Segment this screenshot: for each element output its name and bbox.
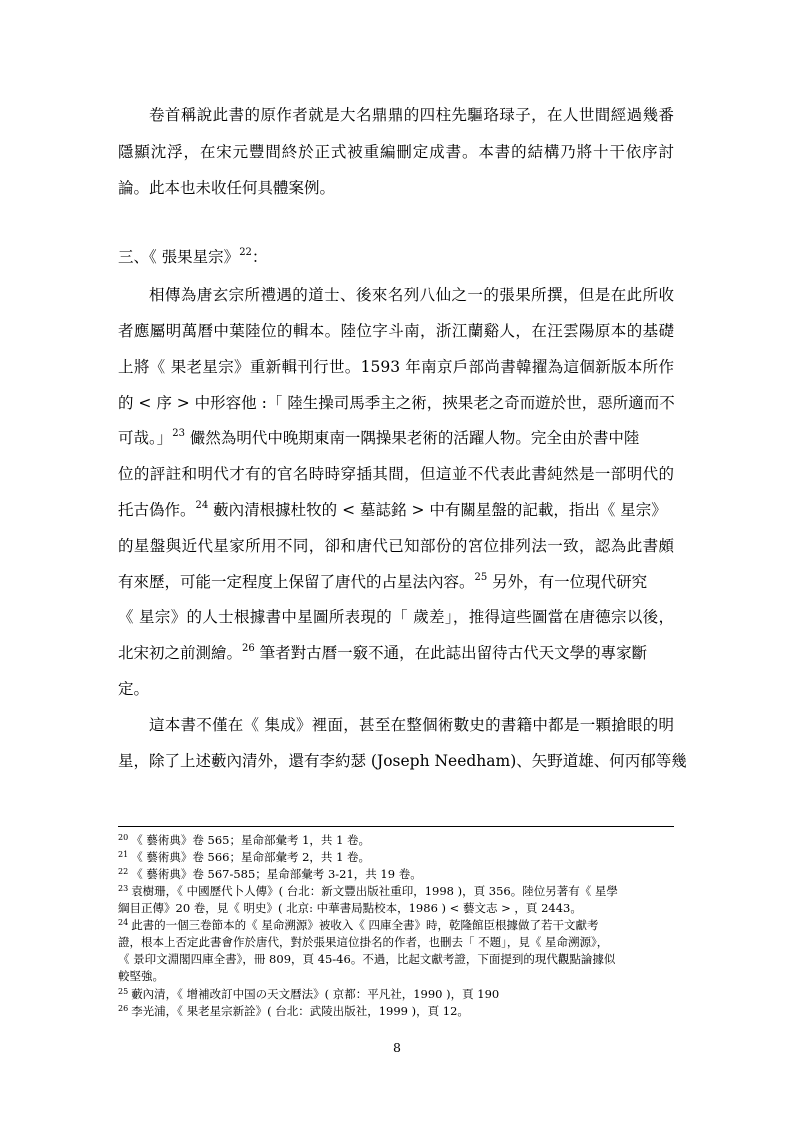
footnote-text: 《 藝術典》卷 565；星命部彙考 1，共 1 卷。 bbox=[131, 833, 371, 847]
footnote-number: 21 bbox=[118, 850, 129, 859]
body-text-line bbox=[118, 428, 674, 448]
body-text-line bbox=[118, 572, 674, 592]
body-text-line: 的星盤與近代星家所用不同，卻和唐代已知部份的宮位排列法一致，認為此書頗 bbox=[118, 537, 674, 555]
text-run: 藪內清根據杜牧的 < 墓誌銘 > 中有關星盤的記載，指出《 星宗》 bbox=[208, 501, 667, 519]
text-run: 筆者對古曆一竅不通，在此誌出留待古代天文學的專家斷 bbox=[254, 644, 648, 662]
footnote-text: 《 藝術典》卷 567-585；星命部彙考 3-21，共 19 卷。 bbox=[131, 867, 422, 881]
text-run: 托古偽作。 bbox=[118, 501, 196, 519]
text-run: 另外，有一位現代研究 bbox=[487, 573, 648, 591]
body-text-line: 相傳為唐玄宗所禮遇的道士、後來名列八仙之一的張果所撰，但是在此所收 bbox=[149, 286, 674, 304]
footnote-number: 22 bbox=[118, 867, 129, 876]
body-text-line: 《 星宗》的人士根據書中星圖所表現的「 歲差」，推得這些圖當在唐德宗以後， bbox=[118, 608, 674, 626]
body-text-line: 星，除了上述藪內清外，還有李約瑟 (Joseph Needham)、矢野道雄、何丙郁等幾 bbox=[118, 752, 687, 770]
footnote bbox=[118, 987, 674, 1001]
text-run: 儼然為明代中晚期東南一隅操果老術的活躍人物。完全由於書中陸 bbox=[185, 429, 640, 447]
footnote-number: 20 bbox=[118, 833, 129, 842]
footnote bbox=[118, 1004, 674, 1018]
footnote-text: 李光浦，《 果老星宗新詮》( 台北：武陵出版社，1999 )，頁 12。 bbox=[131, 1004, 469, 1018]
footnote bbox=[118, 884, 674, 898]
footnote-continuation: 《 景印文淵閣四庫全書》，冊 809，頁 45-46。不過，比起文獻考證，下面提到的現代觀點論據似 bbox=[118, 952, 616, 966]
footnote-text: 此書的一個三卷節本的《 星命溯源》被收入《 四庫全書》時，乾隆館臣根據做了若干文獻考 bbox=[131, 918, 599, 932]
footnote-number: 26 bbox=[118, 1004, 129, 1013]
body-text-line bbox=[118, 643, 674, 663]
footnote bbox=[118, 918, 674, 932]
text-run: 可哉。」 bbox=[118, 429, 173, 447]
footnote-ref: 24 bbox=[195, 500, 209, 511]
text-run: 北宋初之前測繪。 bbox=[118, 644, 243, 662]
footnote-ref: 26 bbox=[242, 643, 255, 654]
footnote-continuation: 綱目正傳》20 卷，見《 明史》( 北京: 中華書局點校本，1986 ) < 藝文志 > ，頁 2443。 bbox=[118, 901, 582, 915]
footnote-number: 25 bbox=[118, 987, 129, 996]
footnote-number: 23 bbox=[118, 884, 129, 893]
page-number: 8 bbox=[393, 1040, 401, 1055]
body-text-line: 論。此本也未收任何具體案例。 bbox=[118, 179, 336, 197]
body-text-line: 定。 bbox=[118, 680, 150, 698]
section-heading bbox=[118, 247, 267, 267]
footnote-continuation: 較堅強。 bbox=[118, 969, 164, 983]
footnote-separator bbox=[118, 826, 674, 827]
footnote-ref: 23 bbox=[172, 428, 185, 439]
section-title: 三、《 張果星宗》 bbox=[118, 248, 240, 266]
body-text-line: 隱顯沈浮，在宋元豐間終於正式被重編刪定成書。本書的結構乃將十干依序討 bbox=[118, 143, 674, 161]
body-text-line: 這本書不僅在《 集成》裡面，甚至在整個術數史的書籍中都是一顆搶眼的明 bbox=[149, 716, 674, 734]
section-title-tail: ： bbox=[251, 248, 268, 266]
body-text-line: 卷首稱說此書的原作者就是大名鼎鼎的四柱先驅珞琭子，在人世間經過幾番 bbox=[149, 106, 674, 124]
footnote-ref: 25 bbox=[474, 572, 488, 583]
footnote bbox=[118, 867, 674, 881]
body-text-line: 上將《 果老星宗》重新輯刊行世。1593 年南京戶部尚書韓擢為這個新版本所作 bbox=[118, 358, 674, 376]
footnote bbox=[118, 833, 674, 847]
footnote-number: 24 bbox=[118, 918, 129, 927]
footnote-text: 藪內清，《 增補改訂中国の天文暦法》( 京都：平凡社，1990 )，頁 190 bbox=[131, 987, 500, 1001]
body-text-line: 的 < 序 > 中形容他 :「 陸生操司馬季主之術，挾果老之奇而遊於世，惡所適而不 bbox=[118, 394, 675, 412]
text-run: 有來歷，可能一定程度上保留了唐代的占星法內容。 bbox=[118, 573, 475, 591]
footnote bbox=[118, 850, 674, 864]
body-text-line: 者應屬明萬曆中葉陸位的輯本。陸位字斗南，浙江蘭谿人，在汪雲陽原本的基礎 bbox=[118, 322, 674, 340]
body-text-line bbox=[118, 500, 674, 520]
footnote-text: 《 藝術典》卷 566；星命部彙考 2，共 1 卷。 bbox=[131, 850, 371, 864]
footnote-ref: 22 bbox=[239, 247, 252, 258]
footnote-continuation: 證，根本上否定此書會作於唐代，對於張果這位掛名的作者，也刪去「 不題」，見《 星命溯源》， bbox=[118, 935, 609, 949]
body-text-line: 位的評註和明代才有的官名時時穿插其間，但這並不代表此書純然是一部明代的 bbox=[118, 465, 674, 483]
footnote-text: 袁樹珊，《 中國歷代卜人傳》( 台北：新文豐出版社重印，1998 )，頁 356。陸位另著有《 星學 bbox=[131, 884, 618, 898]
